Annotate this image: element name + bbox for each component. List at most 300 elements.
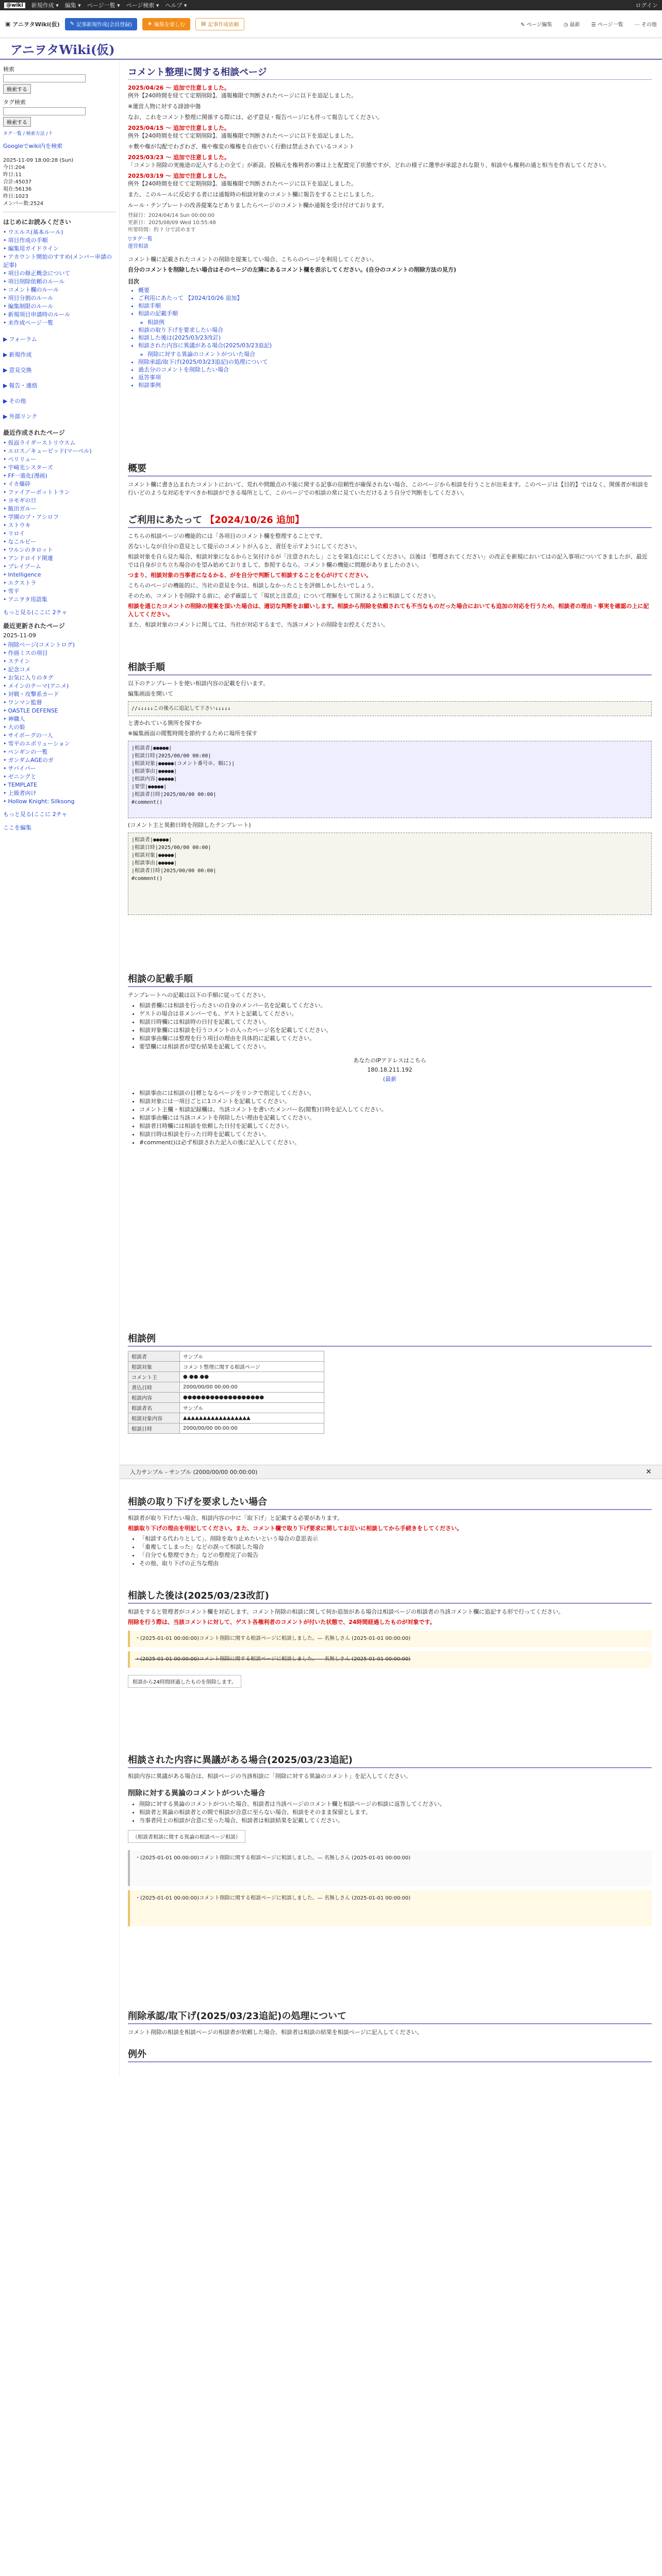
tag-list-link[interactable]: タグ一覧 / 検索方法 / ? <box>3 131 52 137</box>
list-link[interactable]: 作画ミスの項目 <box>8 650 48 656</box>
toc-link[interactable]: 返答事項 <box>138 374 161 381</box>
list-link[interactable]: 仮面ライダーストリウスム <box>8 439 76 446</box>
list-item[interactable] <box>3 488 116 497</box>
list-link[interactable]: 対戦・攻撃系カード <box>8 691 59 698</box>
comment-bar-text: 入力サンプル - サンプル (2000/00/00 00:00:00) <box>130 1469 258 1476</box>
bullet-icon: • <box>3 571 7 578</box>
list-item[interactable] <box>3 236 116 245</box>
toc-title: 目次 <box>128 278 139 285</box>
tool-edit[interactable] <box>521 20 552 28</box>
list-item[interactable] <box>3 707 116 715</box>
toc-list <box>138 286 652 389</box>
toc-link[interactable]: 相談手順 <box>138 302 161 309</box>
list-item[interactable] <box>3 302 116 311</box>
list-item[interactable] <box>3 789 116 798</box>
stat-members: メンバー数:2524 <box>3 201 44 207</box>
list-item: • 相談対象には一項目ごとに1コメントを記載してください。 <box>139 1097 652 1106</box>
notice-item <box>128 113 652 121</box>
tool-page-list[interactable] <box>591 20 623 28</box>
enjoy-edit-label: 編集を楽しむ <box>154 22 185 28</box>
nav-link-external[interactable]: 外部リンク <box>9 413 38 420</box>
list-link[interactable]: なこルビー <box>8 538 37 545</box>
guide-link[interactable]: 項目の修正概念について <box>8 270 71 277</box>
withdraw-p2 <box>128 1524 652 1533</box>
updated-more-link[interactable]: もっと見る(ここに 2チャ <box>3 811 68 818</box>
arrow-icon: ▶ <box>3 351 8 358</box>
recent-heading: 最近作成されたページ <box>3 429 65 436</box>
request-article-label: 記事作成依頼 <box>208 22 239 28</box>
star-icon: ★ <box>147 21 152 27</box>
list-item[interactable] <box>3 245 116 253</box>
search-input[interactable] <box>3 74 86 82</box>
search-button[interactable]: 検索する <box>3 84 31 94</box>
bullet-icon: • <box>3 580 7 586</box>
notice-text: なお、これをコメント整理に関係する際には、必ず意見・報告ページにも伴って報告してください。 <box>128 114 383 121</box>
list-item[interactable] <box>3 538 116 546</box>
section-overview: 概要 <box>128 461 652 477</box>
after-p2 <box>128 1618 652 1626</box>
bullet-icon: • <box>3 472 7 479</box>
withdraw-p1: 相談者が取り下げたい場合、相談内容の中に「取下げ」と記載する必要があります。 <box>128 1515 343 1521</box>
arrow-icon: ▶ <box>3 382 8 389</box>
list-item[interactable] <box>3 521 116 530</box>
site-title[interactable]: アニヲタWiki(仮) <box>10 42 115 57</box>
toc-item[interactable] <box>138 286 652 294</box>
new-article-button[interactable] <box>65 18 137 30</box>
tool-more[interactable] <box>635 20 657 28</box>
guide-list <box>3 228 116 327</box>
toc-item[interactable] <box>138 381 652 389</box>
toc-sublist <box>147 350 652 358</box>
list-link[interactable]: ペリリュー <box>8 456 37 463</box>
list-item[interactable] <box>3 464 116 472</box>
bullet-icon: • <box>3 666 7 673</box>
list-item[interactable] <box>3 455 116 464</box>
subsection-objection: 削除に対する異論のコメントがついた場合 <box>128 1789 265 1798</box>
list-item[interactable] <box>3 740 116 748</box>
bullet-icon: • <box>3 319 7 326</box>
bullet-icon: • <box>3 773 7 780</box>
template-block: |相談者|●●●●●| |相談日時|2025/00/00 00:00| |相談対象|●●●●●(コメント番号※、順に)| |相談事由|●●●●●| |相談内容|●●●●●| |要望|●●●●●| |相談者日時|2025/00/00 00:00| #comment() <box>128 741 652 818</box>
list-item: • 「重複してしまった」などの誤って相談した場合 <box>139 1543 652 1551</box>
format-list-2 <box>139 1089 652 1269</box>
topbar-menu-edit[interactable]: 編集 ▾ <box>64 2 81 9</box>
list-item[interactable] <box>3 278 116 286</box>
list-link[interactable]: プレイブーム <box>8 563 41 570</box>
section-usage-label: ご利用にあたって <box>128 515 202 526</box>
list-item[interactable] <box>3 579 116 587</box>
list-link[interactable]: イカ爆砕 <box>8 481 31 487</box>
toc-link[interactable]: 相談の取り下げを要求したい場合 <box>138 327 223 333</box>
table-key-cell: 相談日時 <box>128 1423 180 1434</box>
updated-heading: 最近更新されたページ <box>3 622 65 630</box>
list-item: • コメント主欄・相談記録欄は、当該コメントを書いたメンバー名(閲覧)日時を記入してください。 <box>139 1106 652 1114</box>
toc-item[interactable] <box>138 294 652 302</box>
bullet-icon: • <box>3 514 7 520</box>
list-item: • #comment()は必ず相談された記入の後に記入してください。 <box>139 1139 652 1147</box>
list-link[interactable]: 宇崎光シスターズ <box>8 464 53 471</box>
bullet-icon: • <box>3 278 7 285</box>
login-link[interactable]: ログイン <box>635 2 658 9</box>
toc-link[interactable]: 削除承認/取下げ(2025/03/23追記)の処理について <box>138 359 268 365</box>
bullet-icon: • <box>3 732 7 739</box>
edit-sidebar-link[interactable]: ここを編集 <box>3 824 31 831</box>
bullet-icon: • <box>3 303 7 310</box>
list-link[interactable]: Intelligence <box>8 571 41 578</box>
list-link[interactable]: FF一進化(漫画) <box>8 472 47 479</box>
usage-p6: そのため、コメントを削除する前に、必ず確認して「現状と注意点」について理解をして頂けるように相談してください。 <box>128 592 440 599</box>
list-item[interactable] <box>3 286 116 294</box>
toc-item[interactable] <box>138 326 652 334</box>
google-search-link[interactable]: Googleでwiki内を検索 <box>3 143 63 149</box>
section-after: 相談した後は(2025/03/23改訂) <box>128 1588 652 1604</box>
close-icon[interactable]: ✕ <box>646 1468 652 1476</box>
notice-head: 2025/03/23 〜 追加で注意しました。 <box>128 154 230 161</box>
list-link[interactable]: 神職人 <box>8 716 25 722</box>
notice-block <box>128 84 652 209</box>
list-item: • 相談対象欄には相談を行うコメントの入ったページ名を記載してください。 <box>139 1026 652 1035</box>
quote-block: ・(2025-01-01 00:00:00)コメント削除に関する相談ページに相談しました。— 名無しさん (2025-01-01 00:00:00) <box>128 1631 652 1647</box>
steps-p2: 編集画面を開いて <box>128 690 173 697</box>
list-item[interactable] <box>3 666 116 674</box>
list-item[interactable] <box>3 563 116 571</box>
list-item: • 削除に対する異論のコメントがついた場合、相談者は当該ページのコメント欄と相談ページの相談に返答してください。 <box>139 1800 652 1808</box>
list-link[interactable]: 学園のプ・アシロフ <box>8 514 59 520</box>
list-link[interactable]: ファイアーボットトラン <box>8 489 70 496</box>
list-item[interactable] <box>3 571 116 579</box>
toc-link[interactable]: 相談事例 <box>138 382 161 388</box>
notice-item <box>128 191 652 198</box>
toc-item[interactable] <box>138 310 652 326</box>
list-link[interactable]: リロイ <box>8 530 25 537</box>
main-content <box>120 60 662 2077</box>
toc-link[interactable]: 相談の記載手順 <box>138 310 178 317</box>
topbar-menu-help[interactable]: ヘルプ ▾ <box>165 2 187 9</box>
list-item[interactable] <box>3 397 116 405</box>
toc-item[interactable] <box>138 366 652 374</box>
list-link[interactable]: 飯田ガルー <box>8 505 37 512</box>
notice-item <box>128 143 652 150</box>
list-item[interactable] <box>3 530 116 538</box>
more-icon: ⋯ <box>634 22 641 28</box>
bullet-icon: • <box>3 538 7 545</box>
nav-link-other[interactable]: その他 <box>9 398 26 404</box>
tool-latest-label: 最新 <box>569 22 580 28</box>
guide-link[interactable]: ウエルス(基本ルール) <box>8 229 63 235</box>
table-value-cell: ●●●●●●●●●●●●●●●●●● <box>180 1393 324 1403</box>
list-link[interactable]: OASTLE DEFENSE <box>8 707 58 714</box>
table-key-cell: 相談対象内容 <box>128 1413 180 1423</box>
notice-head: 2025/03/19 〜 追加で注意しました。 <box>128 173 230 179</box>
bullet-icon: • <box>3 699 7 706</box>
table-row <box>128 1351 324 1362</box>
list-item: • その他、取り下げの正当な理由 <box>139 1560 652 1568</box>
usage-p8: また、相談対象のコメントに関しては、当社が対応するまで、当該コメントの削除をお控えください。 <box>128 621 389 628</box>
list-link[interactable]: ヨモギの日 <box>8 497 37 504</box>
guide-link[interactable]: 項目作成の手順 <box>8 237 48 244</box>
list-item[interactable] <box>3 596 116 604</box>
section-format: 相談の記載手順 <box>128 972 652 987</box>
top-bar <box>0 0 662 10</box>
site-header <box>0 10 662 38</box>
header-tools <box>521 20 657 28</box>
list-item[interactable] <box>3 587 116 596</box>
access-stats <box>3 157 116 208</box>
ip-address: 180.18.211.192 <box>367 1066 412 1073</box>
ip-notice <box>128 1056 652 1084</box>
guide-link[interactable]: 編集制限のルール <box>8 303 54 310</box>
table-value-cell: 2000/00/00 00:00:00 <box>180 1423 324 1434</box>
usage-p3: 相談対象を自ら見た場合、相談対象になるからと気付けるが「注意されたし」ことを第1点ににしてください。以後は「整理されてください」の改正を新規においてはの記入事項についてきましたが、最近では自身が立ち立ち場合のを望み始めておりまして、参照するなら、コメント欄の機能に問題がありましたのさい。 <box>128 553 648 568</box>
bullet-icon: • <box>3 707 7 714</box>
stat-datetime: 2025-11-09 18:00:28 (Sun) <box>3 158 74 163</box>
toc-subitem[interactable]: ◦ 削除に対する異論のコメントがついた場合 <box>147 350 652 358</box>
registered-date: 登録日：2024/04/14 Sun 00:00:00 <box>128 213 214 218</box>
table-key-cell: 相談対象 <box>128 1362 180 1372</box>
nav-list <box>3 335 116 421</box>
toc-item[interactable] <box>138 302 652 310</box>
bullet-icon: • <box>3 658 7 665</box>
bullet-icon: • <box>3 505 7 512</box>
request-article-button[interactable] <box>195 18 244 30</box>
table-key-cell: 書込日時 <box>128 1382 180 1393</box>
info-box: 相談から24時間経過したものを削除します。 <box>128 1675 241 1688</box>
bullet-icon: • <box>3 481 7 487</box>
list-item[interactable] <box>3 781 116 789</box>
format-list <box>139 1002 652 1051</box>
table-value-cell: サンプル <box>180 1403 324 1413</box>
objection-p1: 相談内容に異議がある場合は、相談ページの当該相談に「削除に対する異論のコメント」を記入してください。 <box>128 1773 411 1780</box>
list-item[interactable] <box>3 554 116 563</box>
list-item[interactable] <box>3 228 116 236</box>
list-item[interactable] <box>3 472 116 480</box>
bullet-icon: • <box>3 588 7 595</box>
toc-item[interactable] <box>138 358 652 366</box>
nav-link-report[interactable]: 報告・連絡 <box>9 382 38 389</box>
bullet-icon: • <box>3 674 7 681</box>
enjoy-edit-button[interactable] <box>142 18 190 30</box>
toc-link[interactable]: 相談された内容に異議がある場合(2025/03/23追記) <box>138 342 272 349</box>
bullet-icon: • <box>3 716 7 722</box>
notice-item <box>128 154 652 169</box>
list-item[interactable] <box>3 748 116 756</box>
page-meta <box>128 212 652 234</box>
bullet-icon: • <box>3 439 7 446</box>
tag-link[interactable]: 運営相談 <box>128 244 148 249</box>
toc-link[interactable]: ご利用にあたって 【2024/10/26 追加】 <box>138 295 243 301</box>
list-link[interactable]: エクストラ <box>8 580 37 586</box>
bullet-icon: • <box>3 641 7 648</box>
toc-item[interactable] <box>138 374 652 381</box>
ip-link[interactable]: (最新 <box>383 1076 397 1082</box>
table-row <box>128 1393 324 1403</box>
list-item[interactable] <box>3 765 116 773</box>
toc-link[interactable]: 概要 <box>138 287 150 294</box>
bullet-icon: • <box>3 270 7 277</box>
list-link[interactable]: アンドロイド関連 <box>8 555 53 562</box>
list-item: • 「相談する代わりとして」、削除を取り止めたいという場合の意思表示 <box>139 1535 652 1543</box>
atwiki-logo[interactable]: @wiki <box>4 3 25 8</box>
updated-date: 2025-11-09 <box>3 632 36 639</box>
tag-search-input[interactable] <box>3 107 86 115</box>
list-link[interactable]: メインのテーマ(アニメ) <box>8 683 69 689</box>
list-item[interactable] <box>3 674 116 682</box>
toc-item[interactable] <box>138 342 652 358</box>
toc-subitem[interactable]: ◦ 相談例 <box>147 318 652 326</box>
example-table <box>128 1351 324 1434</box>
list-item[interactable] <box>3 723 116 732</box>
usage-p4 <box>128 571 652 580</box>
notice-text: ※運営人物に対する誹謗中傷 <box>128 103 207 110</box>
list-item[interactable] <box>3 413 116 421</box>
notice-item <box>128 172 652 188</box>
list-item[interactable] <box>3 641 116 649</box>
tag-search-label: タグ検索 <box>3 99 26 106</box>
list-link[interactable]: ペンギンの一覧 <box>8 749 48 755</box>
tool-latest[interactable] <box>564 20 580 28</box>
list-item[interactable] <box>3 546 116 554</box>
list-item[interactable] <box>3 382 116 390</box>
list-item[interactable] <box>3 253 116 269</box>
list-item[interactable] <box>3 699 116 707</box>
list-item[interactable] <box>3 480 116 488</box>
nav-link-forum[interactable]: フォーラム <box>9 336 37 343</box>
list-link[interactable]: アニヲタ用語集 <box>8 596 47 603</box>
list-link[interactable]: 上級者向け <box>8 790 37 796</box>
toc-link[interactable]: 相談した後は(2025/03/23改訂) <box>138 334 221 341</box>
arrow-icon: ▶ <box>3 336 8 343</box>
list-link[interactable]: エロス／キューピッド(マーベル) <box>8 448 92 454</box>
list-item: • 相談者欄には相談を行ったさいの自身のメンバー名を記載してください。 <box>139 1002 652 1010</box>
spacer <box>3 330 116 335</box>
list-link[interactable]: 大の姫 <box>8 724 25 731</box>
bullet-icon: • <box>3 237 7 244</box>
usage-p7 <box>128 602 652 619</box>
notice-head: 2025/04/26 〜 追加で注意しました。 <box>128 84 230 91</box>
withdraw-p2-text: 相談取り下げの理由を明記してください。また、コメント欄で取り下げ要求に関してお互いに相談してから手続きをしてください。 <box>128 1525 462 1532</box>
list-link[interactable]: ステイン <box>8 658 30 665</box>
bullet-icon: • <box>3 522 7 529</box>
list-icon: ☰ <box>591 22 598 28</box>
list-link[interactable]: サバイバー <box>8 765 36 772</box>
list-item[interactable] <box>3 497 116 505</box>
list-link[interactable]: ストウキ <box>8 522 31 529</box>
bullet-icon: • <box>3 448 7 454</box>
list-link[interactable]: 削除ページ(コメントログ) <box>8 641 75 648</box>
tag-list-toggle[interactable]: ▽タグ一覧 <box>128 236 153 242</box>
list-item[interactable] <box>3 657 116 666</box>
list-link[interactable]: ガンダムAGEのガ <box>8 757 54 764</box>
steps-p5: (コメント主と異動日時を削除したテンプレート) <box>128 822 251 828</box>
list-item[interactable] <box>3 294 116 302</box>
list-item[interactable] <box>3 366 116 375</box>
topbar-menu-search[interactable]: ページ検索 ▾ <box>126 2 159 9</box>
list-link[interactable]: 雪平 <box>8 588 20 595</box>
updated-list <box>3 641 116 806</box>
list-link[interactable]: ワルンのタロット <box>8 547 53 553</box>
list-item[interactable] <box>3 715 116 723</box>
list-item[interactable] <box>3 269 116 278</box>
list-item[interactable] <box>3 351 116 359</box>
topbar-menu-pages[interactable]: ページ一覧 ▾ <box>87 2 120 9</box>
nav-link-new[interactable]: 新規作成 <box>9 351 32 358</box>
list-link[interactable]: TEMPLATE <box>8 782 38 788</box>
notice-text: 例外【240時間を経てて定期削除】。通報権限で判断されたページに以下を追記しました。 <box>128 92 357 99</box>
stat-yesterday-2: 昨日:1023 <box>3 194 28 199</box>
bullet-icon: • <box>3 596 7 603</box>
list-link[interactable]: 記念コメ <box>8 666 31 673</box>
process-p1: コメント削除の相談を相談ページの相談者が依頼した場合、相談者は相談の結果を相談ページに記入してください。 <box>128 2029 423 2036</box>
list-item[interactable] <box>3 335 116 344</box>
bullet-icon: • <box>3 563 7 570</box>
tag-search-button[interactable]: 検索する <box>3 117 31 127</box>
guide-link[interactable]: 新規項目申請時のルール <box>8 311 71 318</box>
topbar-menu-new[interactable]: 新規作成 ▾ <box>31 2 59 9</box>
stat-today: 今日:204 <box>3 165 25 171</box>
guide-link[interactable]: 未作成ページ一覧 <box>8 319 54 326</box>
nav-link-opinion[interactable]: 意見交換 <box>9 367 32 374</box>
list-item[interactable] <box>3 773 116 781</box>
list-item[interactable] <box>3 513 116 521</box>
table-row <box>128 1423 324 1434</box>
list-item[interactable] <box>3 439 116 447</box>
section-usage <box>128 513 652 528</box>
list-item[interactable] <box>3 447 116 455</box>
list-item[interactable] <box>3 505 116 513</box>
toc-item[interactable] <box>138 334 652 342</box>
list-item[interactable] <box>3 690 116 699</box>
table-key-cell: 相談者名 <box>128 1403 180 1413</box>
list-item: • 要望欄には相談者が望む結果を記載してください。 <box>139 1043 652 1051</box>
toc-link[interactable]: 過去分のコメントを削除したい場合 <box>138 366 229 373</box>
list-link[interactable]: 雪平のエボリューション <box>8 740 70 747</box>
tool-edit-label: ページ編集 <box>526 22 552 28</box>
table-value-cell: 2000/00/00 00:00:00 <box>180 1382 324 1393</box>
list-item: • 当事者同士の相談が合意に至った場合、相談者は相談結果を記載してください。 <box>139 1817 652 1825</box>
list-link[interactable]: お気に入りのタグ <box>8 674 54 681</box>
clock-icon: ◷ <box>563 22 570 28</box>
list-item: • 相談事由欄には当該コメントを削除したい理由を記載してください。 <box>139 1114 652 1122</box>
section-steps: 相談手順 <box>128 660 652 675</box>
site-mini-title[interactable] <box>5 20 60 28</box>
table-value-cell: コメント整理に関する相談ページ <box>180 1362 324 1372</box>
list-item[interactable] <box>3 311 116 319</box>
table-value-cell: ▲▲▲▲▲▲▲▲▲▲▲▲▲▲▲▲▲ <box>180 1413 324 1423</box>
list-link[interactable]: Hollow Knight: Silksong <box>8 798 75 805</box>
list-item[interactable] <box>3 682 116 690</box>
list-item[interactable] <box>3 798 116 806</box>
comment-input-bar[interactable] <box>120 1465 662 1479</box>
list-link[interactable]: サイボーグの一人 <box>8 732 53 739</box>
pencil-icon: ✎ <box>70 21 75 27</box>
list-item[interactable] <box>3 756 116 765</box>
list-item[interactable] <box>3 649 116 657</box>
list-item[interactable] <box>3 732 116 740</box>
guide-link[interactable]: アカウント開始のすすめ(メンバー申請の記事) <box>3 253 112 268</box>
guide-link[interactable]: 項目分割のルール <box>8 295 54 301</box>
recent-more-link[interactable]: もっと見る(ここに 2チャ <box>3 609 68 616</box>
bullet-icon: • <box>3 749 7 755</box>
list-link[interactable]: ゼニングと <box>8 773 37 780</box>
template-block-2: |相談者|●●●●●| |相談日時|2025/00/00 00:00| |相談対象|●●●●●| |相談事由|●●●●●| |相談者日時|2025/00/00 00:00| #comment() <box>128 833 652 915</box>
guide-link[interactable]: 項目削除依頼のルール <box>8 278 65 285</box>
guide-link[interactable]: 編集用ガイドライン <box>8 245 59 252</box>
table-key-cell: 相談内容 <box>128 1393 180 1403</box>
list-item[interactable] <box>3 319 116 327</box>
layout <box>0 60 662 2077</box>
list-link[interactable]: ワンマン監督 <box>8 699 42 706</box>
guide-link[interactable]: コメント欄のルール <box>8 286 59 293</box>
